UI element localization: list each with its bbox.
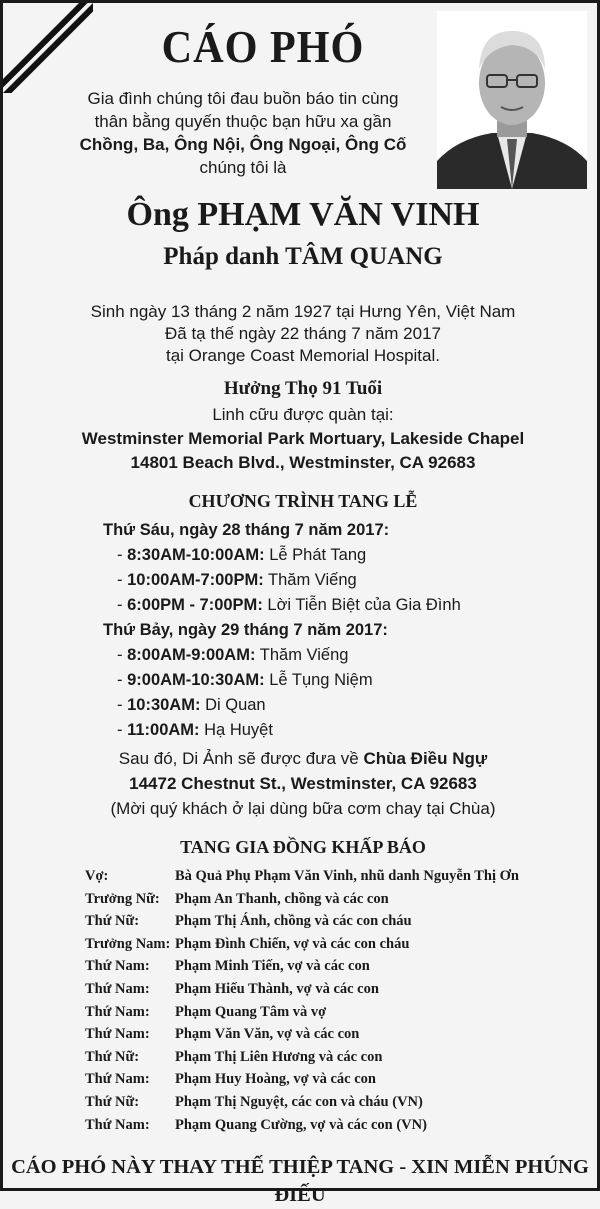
schedule-time: 8:00AM-9:00AM [127,646,250,664]
deceased-name: Ông PHẠM VĂN VINH [126,196,480,233]
schedule-time: 11:00AM [127,721,195,739]
family-relation: Vợ: [85,868,109,884]
schedule-event: Lời Tiễn Biệt của Gia Đình [267,596,461,614]
family-row [85,1091,585,1114]
family-relation: Thứ Nam: [85,1026,150,1043]
intro-relations: Chồng, Ba, Ông Nội, Ông Ngoại, Ông Cố [79,135,407,154]
schedule-event: Thăm Viếng [268,571,357,589]
viewing-address: 14801 Beach Blvd., Westminster, CA 92683 [130,453,476,472]
family-row [85,1068,585,1091]
family-names: Phạm Hiếu Thành, vợ và các con [175,980,379,997]
family-relation: Thứ Nữ: [85,913,140,930]
meal-note: (Mời quý khách ở lại dùng bữa cơm chay tại Chùa) [110,799,496,818]
family-row [85,910,585,933]
family-row [85,1046,585,1069]
announcement-intro [43,87,443,179]
death-info: Đã tạ thế ngày 22 tháng 7 năm 2017 [165,324,441,343]
family-row [85,888,585,911]
family-names: Phạm Thị Ánh, chồng và các con cháu [175,913,412,930]
family-names: Bà Quả Phụ Phạm Văn Vinh, nhũ danh Nguyễn Thị Ơn [175,868,519,884]
temple-address: 14472 Chestnut St., Westminster, CA 92683 [129,774,477,793]
family-relation: Trưởng Nam: [85,935,171,952]
program-title: CHƯƠNG TRÌNH TANG LỄ [188,491,418,511]
family-names: Phạm An Thanh, chồng và các con [175,890,389,907]
family-relation: Thứ Nữ: [85,1048,140,1065]
family-row [85,1114,585,1137]
footer-notice: CÁO PHÓ NÀY THAY THẾ THIỆP TANG - XIN MIỄN PHÚNG ĐIẾU [11,1156,589,1206]
family-relation: Thứ Nam: [85,980,150,997]
portrait-photo [437,11,587,189]
family-names: Phạm Thị Nguyệt, các con và cháu (VN) [175,1093,423,1110]
schedule-time: 10:30AM [127,696,195,714]
family-names: Phạm Thị Liên Hương và các con [175,1048,383,1065]
family-relation: Trưởng Nữ: [85,890,160,907]
intro-line: chúng tôi là [199,158,287,177]
after-line [3,746,600,771]
funeral-schedule [103,518,563,743]
dharma-name: Pháp danh TÂM QUANG [163,243,443,270]
schedule-event: Hạ Huyệt [204,721,273,739]
schedule-item: - 8:00AM-9:00AM: Thăm Viếng [117,646,349,664]
intro-line: thân bằng quyến thuộc bạn hữu xa gần [94,112,392,131]
viewing-intro: Linh cữu được quàn tại: [212,405,394,424]
schedule-item: - 6:00PM - 7:00PM: Lời Tiễn Biệt của Gia Đình [117,596,461,614]
birth-info: Sinh ngày 13 tháng 2 năm 1927 tại Hưng Yên, Việt Nam [90,302,516,321]
schedule-item: - 9:00AM-10:30AM: Lễ Tụng Niệm [117,671,373,689]
schedule-item: - 8:30AM-10:00AM: Lễ Phát Tang [117,546,367,564]
after-prefix: Sau đó, Di Ảnh sẽ được đưa về [118,749,359,768]
schedule-item: - 11:00AM: Hạ Huyệt [117,721,273,739]
family-relation: Thứ Nữ: [85,1093,140,1110]
schedule-event: Lễ Tụng Niệm [269,671,373,689]
schedule-time: 8:30AM-10:00AM [127,546,260,564]
family-names: Phạm Huy Hoàng, vợ và các con [175,1071,376,1088]
schedule-item: - 10:30AM: Di Quan [117,696,266,714]
family-row [85,933,585,956]
viewing-place: Westminster Memorial Park Mortuary, Lakeside Chapel [81,429,525,448]
after-ceremony [3,746,600,821]
family-names: Phạm Quang Tâm và vợ [175,1003,327,1020]
family-names: Phạm Quang Cường, vợ và các con (VN) [175,1116,427,1133]
viewing-location [3,403,600,475]
schedule-item: - 10:00AM-7:00PM: Thăm Viếng [117,571,357,589]
family-list [85,865,585,1136]
family-row [85,1023,585,1046]
family-row [85,865,585,888]
deceased-bio [3,301,600,367]
mourning-ribbon [3,3,93,93]
family-row [85,955,585,978]
family-names: Phạm Đình Chiến, vợ và các con cháu [175,935,410,952]
family-relation: Thứ Nam: [85,1071,150,1088]
family-relation: Thứ Nam: [85,1003,150,1020]
schedule-time: 10:00AM-7:00PM [127,571,259,589]
mourning-band [3,3,93,93]
family-title: TANG GIA ĐỒNG KHẤP BÁO [180,837,426,857]
schedule-day: Thứ Bảy, ngày 29 tháng 7 năm 2017: [103,621,388,639]
family-row [85,978,585,1001]
family-relation: Thứ Nam: [85,958,150,975]
intro-line: Gia đình chúng tôi đau buồn báo tin cùng [87,89,399,108]
schedule-event: Di Quan [205,696,266,714]
schedule-time: 6:00PM - 7:00PM [127,596,258,614]
schedule-day: Thứ Sáu, ngày 28 tháng 7 năm 2017: [103,521,390,539]
family-row [85,1001,585,1024]
death-place: tại Orange Coast Memorial Hospital. [165,346,440,365]
temple-name: Chùa Điều Ngự [363,749,488,768]
family-relation: Thứ Nam: [85,1116,150,1133]
schedule-event: Lễ Phát Tang [269,546,367,564]
schedule-event: Thăm Viếng [259,646,349,664]
family-names: Phạm Văn Văn, vợ và các con [175,1026,360,1043]
family-names: Phạm Minh Tiến, vợ và các con [175,958,370,975]
age-at-death: Hưởng Thọ 91 Tuổi [223,378,383,399]
page-title: CÁO PHÓ [161,21,365,72]
schedule-time: 9:00AM-10:30AM [127,671,260,689]
